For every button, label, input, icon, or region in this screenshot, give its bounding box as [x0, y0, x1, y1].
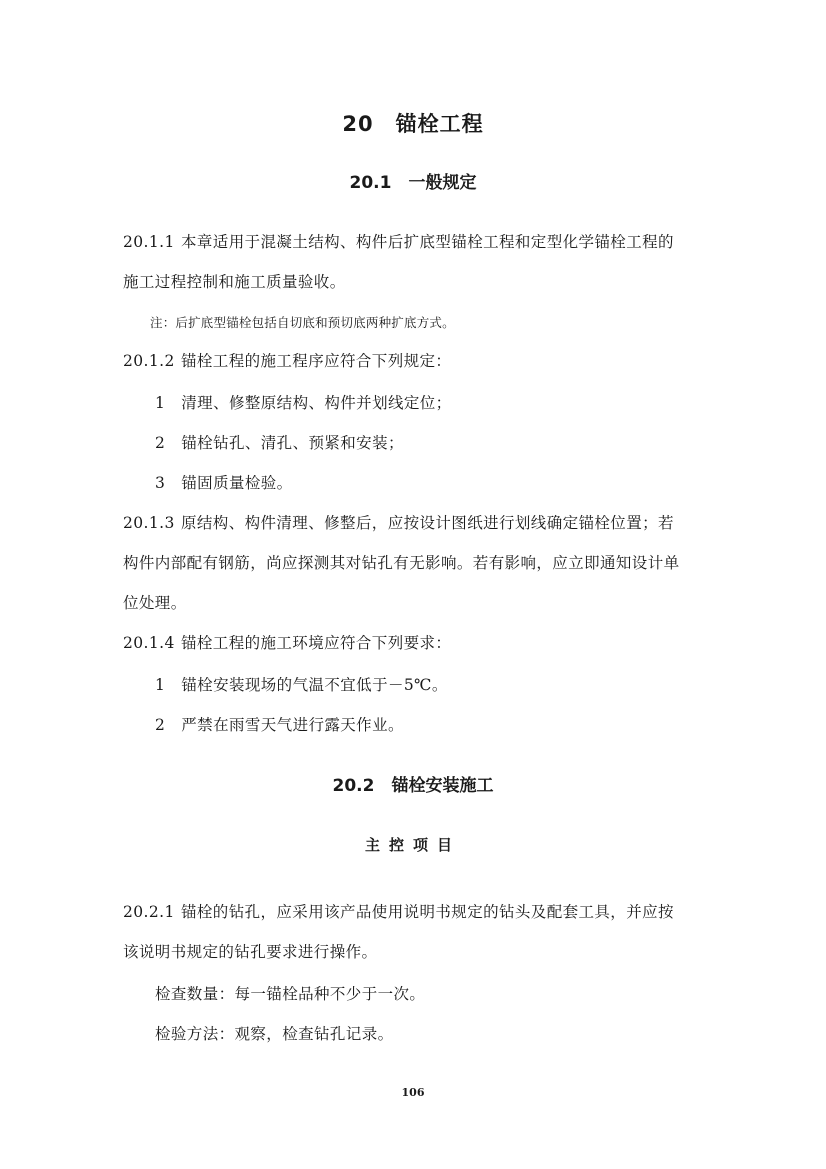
- list-item-number: 1: [155, 676, 166, 694]
- clause-20-2-1-line-2: 该说明书规定的钻孔要求进行操作。: [123, 943, 378, 961]
- check-method: 检验方法：观察，检查钻孔记录。: [155, 1025, 394, 1043]
- clause-20-1-3-line-3: 位处理。: [123, 594, 187, 612]
- page-number: 106: [401, 1086, 425, 1099]
- section-title-general: 20.1 一般规定: [349, 173, 477, 193]
- list-item-text: 严禁在雨雪天气进行露天作业。: [181, 716, 404, 734]
- clause-20-1-1-line-2: 施工过程控制和施工质量验收。: [123, 273, 346, 291]
- list-item: [155, 713, 404, 735]
- clause-text: 本章适用于混凝土结构、构件后扩底型锚栓工程和定型化学锚栓工程的: [181, 233, 674, 251]
- clause-text: 锚栓工程的施工环境应符合下列要求：: [181, 634, 452, 652]
- check-quantity: 检查数量：每一锚栓品种不少于一次。: [155, 985, 426, 1003]
- list-item-text: 锚栓安装现场的气温不宜低于－5℃。: [181, 676, 448, 694]
- clause-20-1-1-note: 注：后扩底型锚栓包括自切底和预切底两种扩底方式。: [150, 315, 455, 330]
- chapter-title: 20 锚栓工程: [342, 112, 484, 136]
- list-item-number: 3: [155, 474, 166, 492]
- clause-text: 锚栓的钻孔，应采用该产品使用说明书规定的钻头及配套工具，并应按: [181, 903, 674, 921]
- list-item: [155, 431, 404, 453]
- list-item-number: 1: [155, 394, 166, 412]
- clause-text: 锚栓工程的施工程序应符合下列规定：: [181, 352, 452, 370]
- clause-20-2-1-line-1: [123, 900, 674, 922]
- clause-20-1-3-line-2: 构件内部配有钢筋，尚应探测其对钻孔有无影响。若有影响，应立即通知设计单: [123, 554, 680, 572]
- list-item-text: 锚固质量检验。: [181, 474, 293, 492]
- clause-number: 20.2.1: [123, 903, 175, 921]
- clause-20-1-4: [123, 631, 451, 653]
- list-item-text: 清理、修整原结构、构件并划线定位；: [181, 394, 452, 412]
- clause-number: 20.1.4: [123, 634, 175, 652]
- subheading-main-control-items: 主控项目: [364, 836, 461, 854]
- list-item: [155, 471, 293, 493]
- list-item: [155, 673, 448, 695]
- list-item-number: 2: [155, 434, 166, 452]
- clause-20-1-2: [123, 349, 451, 371]
- clause-number: 20.1.1: [123, 233, 175, 251]
- clause-20-1-3-line-1: [123, 511, 674, 533]
- clause-20-1-1-line-1: [123, 230, 674, 252]
- list-item-number: 2: [155, 716, 166, 734]
- clause-text: 原结构、构件清理、修整后，应按设计图纸进行划线确定锚栓位置；若: [181, 514, 674, 532]
- list-item-text: 锚栓钻孔、清孔、预紧和安装；: [181, 434, 404, 452]
- list-item: [155, 391, 452, 413]
- section-title-installation: 20.2 锚栓安装施工: [332, 776, 494, 796]
- clause-number: 20.1.2: [123, 352, 175, 370]
- clause-number: 20.1.3: [123, 514, 175, 532]
